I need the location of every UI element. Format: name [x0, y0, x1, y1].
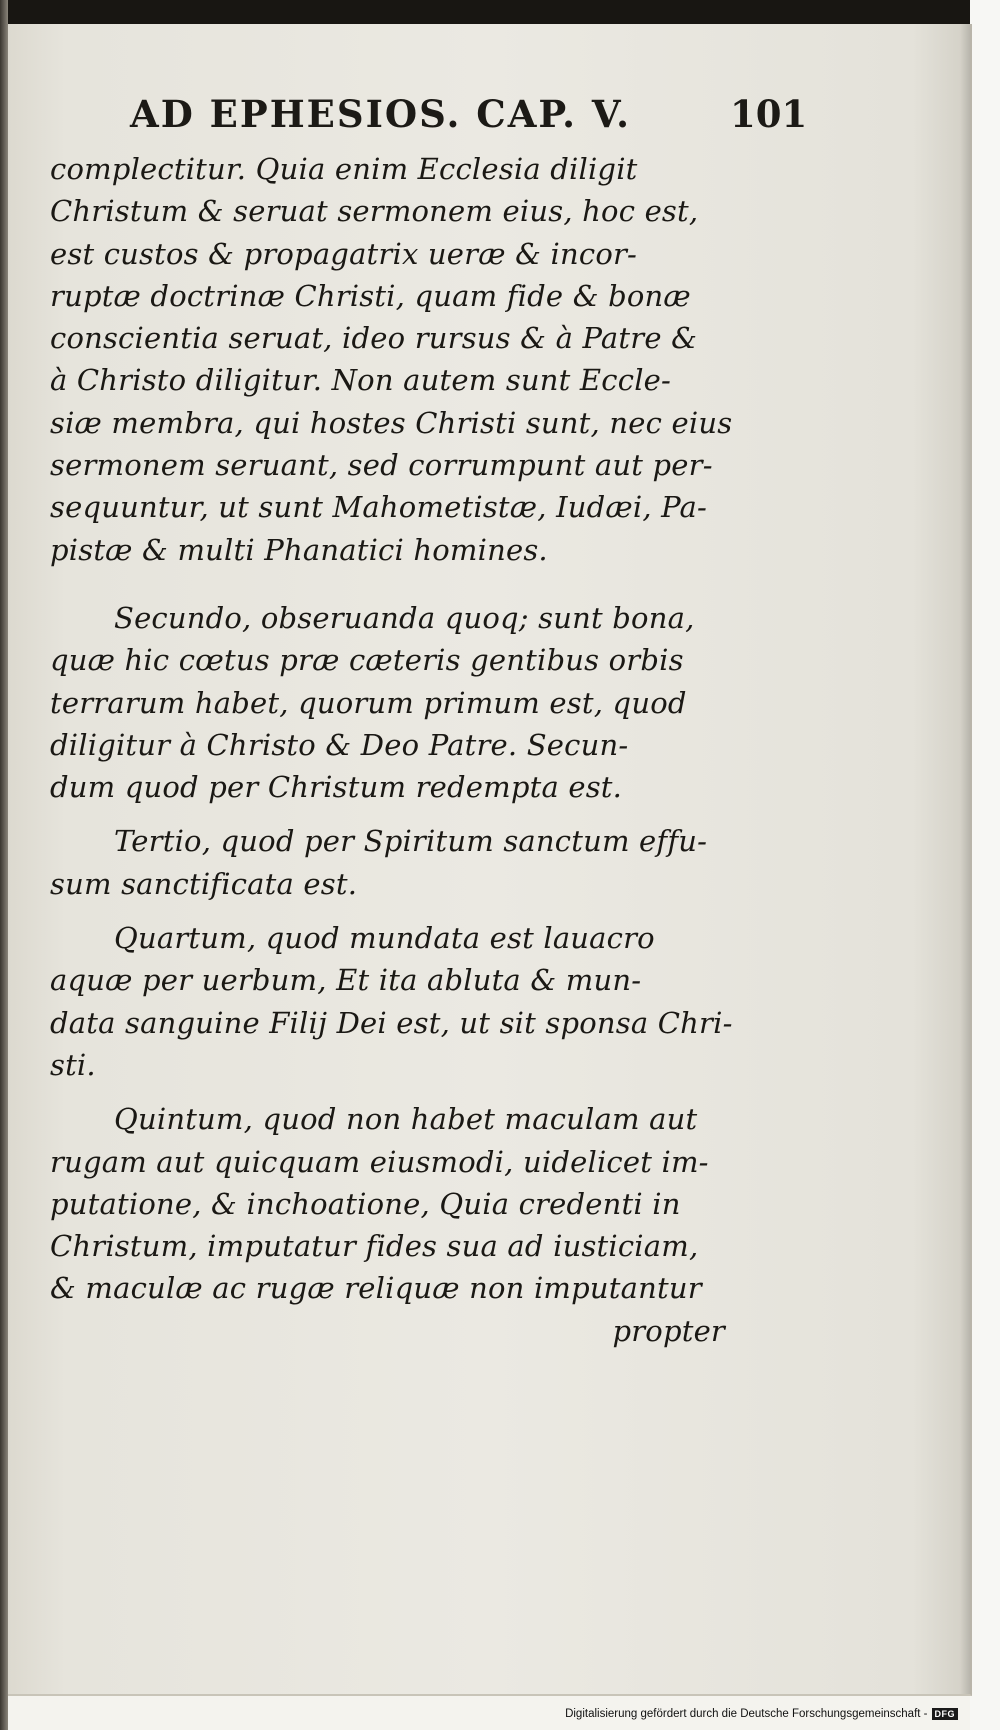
scan-right-margin: [970, 0, 1000, 1730]
text-line: aquæ per uerbum, Et ita abluta & mun-: [50, 963, 642, 998]
text-line: Quintum, quod non habet maculam aut: [114, 1102, 698, 1137]
digitization-footer: [565, 1708, 958, 1720]
digitization-note: Digitalisierung gefördert durch die Deutsche Forschungsgemeinschaft -: [565, 1708, 928, 1720]
catchword: propter: [612, 1313, 725, 1348]
text-line: data sanguine Filij Dei est, ut sit sponsa Chri-: [50, 1005, 733, 1040]
running-head: AD EPHESIOS. CAP. V.: [130, 92, 632, 136]
text-line: & maculæ ac rugæ reliquæ non imputantur: [50, 1271, 702, 1306]
text-line: terrarum habet, quorum primum est, quod: [50, 685, 687, 720]
paragraph-spacer: [50, 1086, 730, 1098]
text-line: complectitur. Quia enim Ecclesia diligit: [50, 152, 638, 186]
paragraph-3: [50, 820, 730, 905]
text-line: Secundo, obseruanda quoq; sunt bona,: [114, 600, 695, 635]
text-line: Quartum, quod mundata est lauacro: [114, 921, 655, 956]
text-line: ruptæ doctrinæ Christi, quam fide & bonæ: [50, 278, 691, 313]
text-line: Tertio, quod per Spiritum sanctum effu-: [114, 824, 708, 859]
text-line: putatione, & inchoatione, Quia credenti in: [50, 1186, 681, 1221]
main-text: [50, 148, 733, 1352]
dfg-logo-icon: DFG: [932, 1708, 959, 1720]
scan-left-edge: [0, 0, 8, 1730]
text-line: sti.: [50, 1047, 96, 1082]
text-line: diligitur à Christo & Deo Patre. Secun-: [50, 727, 629, 762]
text-line: est custos & propagatrix ueræ & incor-: [50, 236, 638, 271]
paragraph-spacer: [50, 905, 730, 917]
text-line: à Christo diligitur. Non autem sunt Eccle-: [50, 363, 672, 398]
text-line: sermonem seruant, sed corrumpunt aut per-: [50, 448, 713, 483]
text-line: rugam aut quicquam eiusmodi, uidelicet im-: [50, 1144, 709, 1179]
text-line: quæ hic cœtus præ cæteris gentibus orbis: [50, 643, 684, 678]
paragraph-2: [50, 597, 730, 808]
text-line: sequuntur, ut sunt Mahometistæ, Iudæi, Pa-: [50, 490, 708, 525]
text-line: Christum & seruat sermonem eius, hoc est,: [50, 194, 699, 229]
text-line: sum sanctificata est.: [50, 866, 358, 901]
paragraph-spacer: [50, 808, 730, 820]
page-number: 101: [730, 92, 808, 136]
text-line: conscientia seruat, ideo rursus & à Patre &: [50, 321, 698, 356]
paragraph-4: [50, 917, 733, 1086]
text-line: pistæ & multi Phanatici homines.: [50, 532, 548, 567]
paragraph-5: [50, 1098, 730, 1352]
paragraph-1: [50, 148, 733, 571]
text-line: dum quod per Christum redempta est.: [50, 770, 623, 805]
text-line: Christum, imputatur fides sua ad iusticiam,: [50, 1229, 699, 1264]
page-header: [130, 92, 808, 142]
paragraph-spacer: [50, 571, 730, 597]
text-line: siæ membra, qui hostes Christi sunt, nec eius: [50, 405, 733, 440]
